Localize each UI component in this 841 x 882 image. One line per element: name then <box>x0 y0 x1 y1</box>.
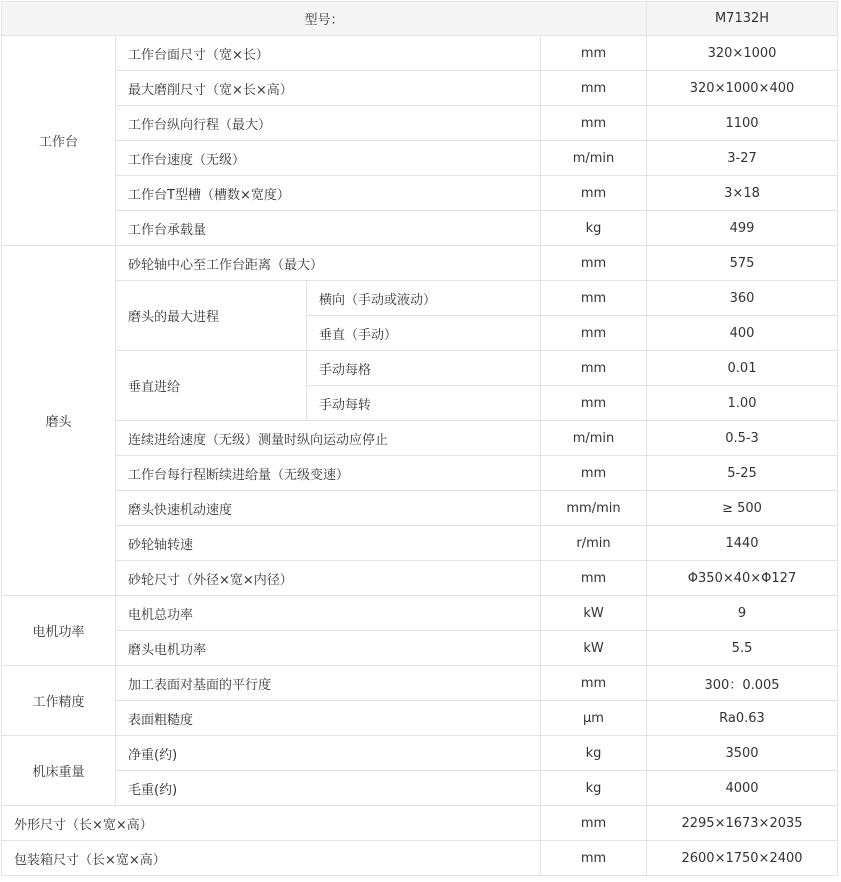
row-value: 575 <box>647 246 838 281</box>
row-unit: mm <box>541 281 647 316</box>
row-unit: mm <box>541 666 647 701</box>
table-row <box>2 421 838 456</box>
row-value: 3-27 <box>647 141 838 176</box>
row-sub-label: 横向（手动或液动） <box>307 281 541 316</box>
row-label: 毛重(约) <box>116 771 541 806</box>
table-row <box>2 666 838 701</box>
row-unit: mm <box>541 386 647 421</box>
row-label: 包装箱尺寸（长×宽×高） <box>2 841 541 876</box>
row-unit: kg <box>541 736 647 771</box>
model-label: 型号： <box>2 2 647 36</box>
table-row <box>2 211 838 246</box>
row-value: Ra0.63 <box>647 701 838 736</box>
row-unit: m/min <box>541 141 647 176</box>
row-unit: mm <box>541 351 647 386</box>
row-value: Φ350×40×Φ127 <box>647 561 838 596</box>
row-label: 外形尺寸（长×宽×高） <box>2 806 541 841</box>
row-label: 电机总功率 <box>116 596 541 631</box>
row-value: 2600×1750×2400 <box>647 841 838 876</box>
row-label: 磨头快速机动速度 <box>116 491 541 526</box>
row-label: 砂轮轴转速 <box>116 526 541 561</box>
row-value: 300：0.005 <box>647 666 838 701</box>
row-value: ≥ 500 <box>647 491 838 526</box>
row-value: 4000 <box>647 771 838 806</box>
row-label: 最大磨削尺寸（宽×长×高） <box>116 71 541 106</box>
section-weight: 机床重量 <box>2 736 116 806</box>
row-unit: mm <box>541 806 647 841</box>
row-value: 1440 <box>647 526 838 561</box>
row-unit: mm <box>541 841 647 876</box>
row-sub-label: 垂直（手动） <box>307 316 541 351</box>
row-label: 砂轮轴中心至工作台距离（最大） <box>116 246 541 281</box>
header-row <box>2 2 838 36</box>
table-row <box>2 561 838 596</box>
model-value: M7132H <box>647 2 838 36</box>
row-unit: kg <box>541 771 647 806</box>
row-label: 工作台速度（无级） <box>116 141 541 176</box>
row-unit: mm <box>541 456 647 491</box>
row-label: 工作台纵向行程（最大） <box>116 106 541 141</box>
row-value: 400 <box>647 316 838 351</box>
table-row <box>2 491 838 526</box>
row-label: 工作台每行程断续进给量（无级变速） <box>116 456 541 491</box>
row-value: 320×1000 <box>647 36 838 71</box>
row-value: 0.01 <box>647 351 838 386</box>
section-motor-power: 电机功率 <box>2 596 116 666</box>
section-worktable: 工作台 <box>2 36 116 246</box>
spec-table <box>1 1 838 876</box>
row-label: 净重(约) <box>116 736 541 771</box>
row-label: 工作台T型槽（槽数×宽度） <box>116 176 541 211</box>
table-row <box>2 351 838 386</box>
table-row <box>2 631 838 666</box>
row-unit: r/min <box>541 526 647 561</box>
table-row <box>2 806 838 841</box>
row-value: 1100 <box>647 106 838 141</box>
row-value: 5.5 <box>647 631 838 666</box>
row-label: 连续进给速度（无级）测量时纵向运动应停止 <box>116 421 541 456</box>
row-unit: mm/min <box>541 491 647 526</box>
row-value: 9 <box>647 596 838 631</box>
row-value: 3500 <box>647 736 838 771</box>
table-row <box>2 71 838 106</box>
table-row <box>2 281 838 316</box>
row-unit: mm <box>541 71 647 106</box>
table-row <box>2 841 838 876</box>
section-grinding-head: 磨头 <box>2 246 116 596</box>
row-value: 320×1000×400 <box>647 71 838 106</box>
table-row <box>2 701 838 736</box>
row-label: 加工表面对基面的平行度 <box>116 666 541 701</box>
row-label: 工作台承载量 <box>116 211 541 246</box>
row-label: 砂轮尺寸（外径×宽×内径） <box>116 561 541 596</box>
table-row <box>2 456 838 491</box>
row-unit: kg <box>541 211 647 246</box>
row-unit: mm <box>541 246 647 281</box>
row-value: 0.5-3 <box>647 421 838 456</box>
row-unit: μm <box>541 701 647 736</box>
table-row <box>2 141 838 176</box>
row-label: 工作台面尺寸（宽×长） <box>116 36 541 71</box>
table-row <box>2 106 838 141</box>
row-label: 表面粗糙度 <box>116 701 541 736</box>
row-unit: mm <box>541 36 647 71</box>
row-value: 1.00 <box>647 386 838 421</box>
row-value: 5-25 <box>647 456 838 491</box>
section-precision: 工作精度 <box>2 666 116 736</box>
row-unit: kW <box>541 631 647 666</box>
table-row <box>2 36 838 71</box>
table-row <box>2 596 838 631</box>
row-unit: mm <box>541 106 647 141</box>
table-row <box>2 526 838 561</box>
table-row <box>2 771 838 806</box>
table-row <box>2 176 838 211</box>
row-value: 499 <box>647 211 838 246</box>
row-sub-label: 手动每格 <box>307 351 541 386</box>
table-row <box>2 736 838 771</box>
row-unit: mm <box>541 316 647 351</box>
row-unit: mm <box>541 176 647 211</box>
row-value: 2295×1673×2035 <box>647 806 838 841</box>
row-unit: mm <box>541 561 647 596</box>
row-group-label: 垂直进给 <box>116 351 307 421</box>
row-group-label: 磨头的最大进程 <box>116 281 307 351</box>
row-label: 磨头电机功率 <box>116 631 541 666</box>
row-unit: kW <box>541 596 647 631</box>
row-value: 360 <box>647 281 838 316</box>
table-row <box>2 246 838 281</box>
row-sub-label: 手动每转 <box>307 386 541 421</box>
row-value: 3×18 <box>647 176 838 211</box>
row-unit: m/min <box>541 421 647 456</box>
